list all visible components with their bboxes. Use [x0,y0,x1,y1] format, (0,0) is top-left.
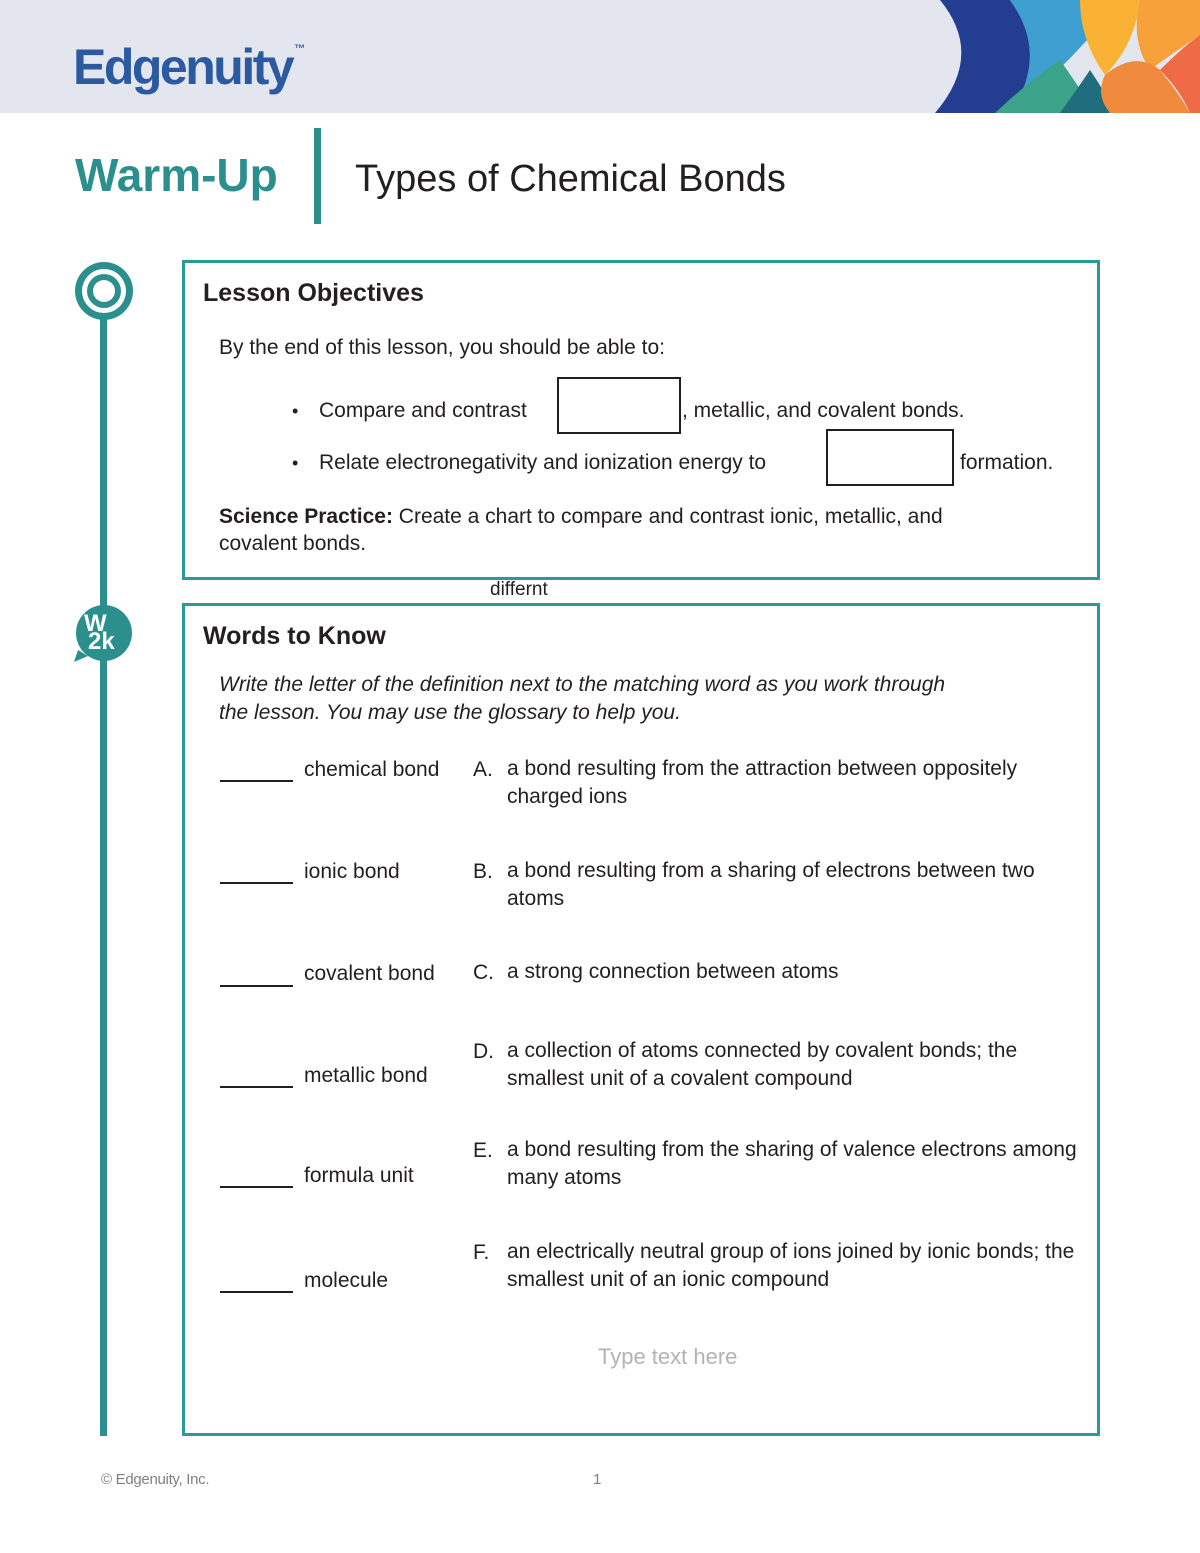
definition-letter-b: B. [473,860,493,883]
objective-2-answer-box[interactable] [826,429,954,486]
instructions-line-1: Write the letter of the definition next to the matching word as you work through [219,673,946,696]
definition-letter-e: E. [473,1139,493,1162]
term-ionic-bond: ionic bond [304,860,400,883]
target-icon [74,261,134,321]
answer-blank-covalent-bond[interactable] [220,985,293,987]
science-practice-line-1 [219,506,943,527]
objectives-intro: By the end of this lesson, you should be able to: [219,336,665,359]
definition-text-e: a bond resulting from the sharing of valence electrons among many atoms [507,1138,1077,1189]
edgenuity-logo: Edgenuity ™ [73,39,306,95]
definition-text-a: a bond resulting from the attraction between oppositely charged ions [507,757,1018,808]
timeline-rail [100,300,107,1436]
bullet-glyph: • [292,453,299,473]
objective-2-text-after: formation. [960,451,1054,474]
instructions-line-2: the lesson. You may use the glossary to help you. [219,701,681,724]
footer-page-number: 1 [593,1471,602,1488]
w2k-icon-letter: W [84,610,107,637]
lesson-objectives-heading: Lesson Objectives [203,279,424,307]
science-practice-text: Create a chart to compare and contrast ionic, metallic, and [398,505,943,528]
term-formula-unit: formula unit [304,1164,414,1187]
definition-text-b: a bond resulting from a sharing of electrons between two atoms [507,859,1035,910]
term-metallic-bond: metallic bond [304,1064,428,1087]
words-to-know-heading: Words to Know [203,622,386,650]
science-practice-label: Science Practice: [219,505,393,528]
page-title: Types of Chemical Bonds [355,158,786,200]
answer-blank-formula-unit[interactable] [220,1186,293,1188]
decorative-header-art [0,0,1200,113]
handwritten-note: differnt [490,579,548,600]
answer-blank-molecule[interactable] [220,1291,293,1293]
definition-letter-f: F. [473,1241,490,1264]
term-chemical-bond: chemical bond [304,758,440,781]
objective-1-text-after: , metallic, and covalent bonds. [682,399,965,422]
objective-2-text-before: Relate electronegativity and ionization energy to [319,451,767,474]
text-field-placeholder[interactable]: Type text here [598,1344,738,1369]
definition-text-c: a strong connection between atoms [507,960,839,983]
title-divider [314,128,321,224]
definition-text-f: an electrically neutral group of ions joined by ionic bonds; the smallest unit of an ionic compound [507,1240,1075,1291]
term-covalent-bond: covalent bond [304,962,435,985]
answer-blank-ionic-bond[interactable] [220,882,293,884]
term-molecule: molecule [304,1269,389,1292]
w2k-icon-number: 2k [88,628,115,655]
words-to-know-icon [74,604,134,664]
section-label: Warm-Up [75,149,278,201]
definition-letter-a: A. [473,758,493,781]
objective-1-text-before: Compare and contrast [319,399,527,422]
science-practice-line-2: covalent bonds. [219,532,367,555]
definition-letter-c: C. [473,961,494,984]
trademark-mark: ™ [294,43,306,56]
answer-blank-chemical-bond[interactable] [220,780,293,782]
definition-letter-d: D. [473,1040,494,1063]
answer-blank-metallic-bond[interactable] [220,1086,293,1088]
header-band [0,0,1200,113]
definition-text-d: a collection of atoms connected by covalent bonds; the smallest unit of a covalent compound [507,1039,1018,1090]
words-to-know-card [182,603,1100,1436]
bullet-glyph: • [292,401,299,421]
footer-copyright: © Edgenuity, Inc. [101,1471,210,1488]
objective-1-answer-box[interactable] [557,377,681,434]
